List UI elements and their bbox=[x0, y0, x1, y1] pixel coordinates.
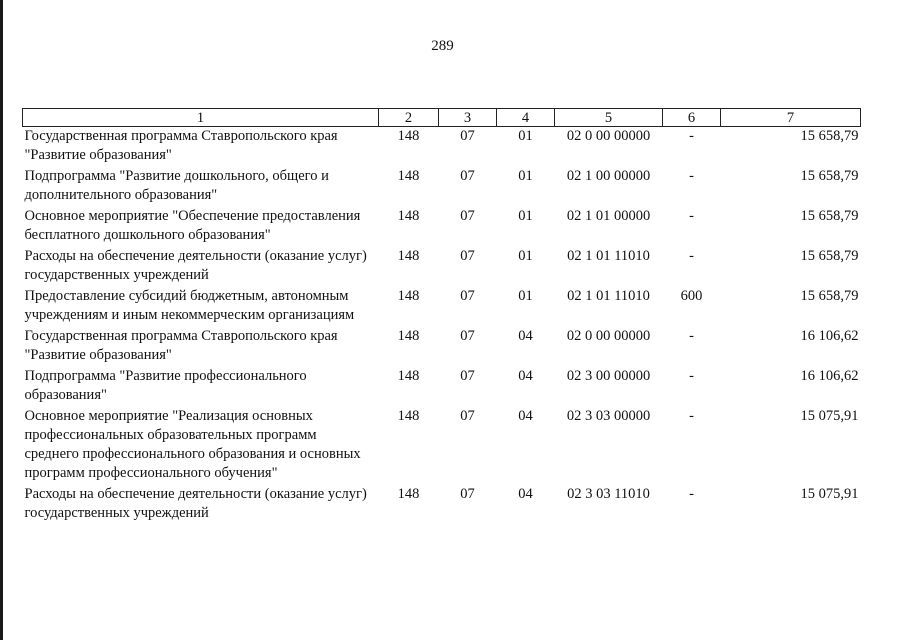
table-row bbox=[23, 127, 861, 168]
row-name: Предоставление субсидий бюджетным, автономным учреждениям и иным некоммерческим организациям bbox=[24, 288, 355, 323]
row-ministry-code: 148 bbox=[397, 486, 420, 502]
row-expense-type: - bbox=[689, 248, 694, 264]
row-section: 07 bbox=[460, 168, 475, 184]
table-row bbox=[23, 167, 861, 207]
row-section: 07 bbox=[460, 368, 475, 384]
header-col-1: 1 bbox=[23, 109, 379, 127]
row-section: 07 bbox=[460, 328, 475, 344]
page-edge-rule bbox=[0, 0, 3, 640]
row-amount: 15 658,79 bbox=[800, 288, 859, 304]
row-expense-type: - bbox=[689, 128, 694, 144]
table-row bbox=[23, 327, 861, 367]
row-ministry-code: 148 bbox=[397, 128, 420, 144]
row-expense-type: - bbox=[689, 208, 694, 224]
budget-table bbox=[22, 108, 861, 525]
table-row bbox=[23, 367, 861, 407]
row-expense-type: - bbox=[689, 328, 694, 344]
header-row bbox=[23, 109, 861, 127]
row-subsection: 01 bbox=[518, 288, 533, 304]
header-col-4: 4 bbox=[497, 109, 555, 127]
row-name: Подпрограмма "Развитие дошкольного, общего и дополнительного образования" bbox=[24, 168, 329, 203]
row-section: 07 bbox=[460, 486, 475, 502]
header-col-7: 7 bbox=[721, 109, 861, 127]
row-ministry-code: 148 bbox=[397, 168, 420, 184]
row-target-article: 02 3 03 11010 bbox=[567, 486, 650, 502]
row-target-article: 02 1 00 00000 bbox=[566, 168, 651, 184]
header-col-3: 3 bbox=[439, 109, 497, 127]
row-ministry-code: 148 bbox=[397, 288, 420, 304]
row-target-article: 02 0 00 00000 bbox=[566, 328, 651, 344]
row-ministry-code: 148 bbox=[397, 368, 420, 384]
row-target-article: 02 3 00 00000 bbox=[566, 368, 651, 384]
row-subsection: 01 bbox=[518, 168, 533, 184]
row-subsection: 01 bbox=[518, 208, 533, 224]
row-subsection: 04 bbox=[518, 328, 533, 344]
row-expense-type: - bbox=[689, 486, 694, 502]
row-ministry-code: 148 bbox=[397, 248, 420, 264]
row-name: Государственная программа Ставропольского края "Развитие образования" bbox=[24, 328, 338, 363]
row-name: Основное мероприятие "Обеспечение предоставления бесплатного дошкольного образования" bbox=[24, 208, 361, 243]
table-row bbox=[23, 207, 861, 247]
row-target-article: 02 1 01 11010 bbox=[567, 288, 650, 304]
row-amount: 15 075,91 bbox=[800, 408, 859, 424]
row-name: Расходы на обеспечение деятельности (оказание услуг) государственных учреждений bbox=[24, 486, 367, 521]
row-section: 07 bbox=[460, 288, 475, 304]
row-section: 07 bbox=[460, 248, 475, 264]
row-target-article: 02 0 00 00000 bbox=[566, 128, 651, 144]
row-amount: 15 075,91 bbox=[800, 486, 859, 502]
row-section: 07 bbox=[460, 408, 475, 424]
row-name: Подпрограмма "Развитие профессионального образования" bbox=[24, 368, 307, 403]
row-ministry-code: 148 bbox=[397, 328, 420, 344]
row-target-article: 02 1 01 00000 bbox=[566, 208, 651, 224]
row-target-article: 02 3 03 00000 bbox=[566, 408, 651, 424]
row-amount: 15 658,79 bbox=[800, 208, 859, 224]
row-name: Государственная программа Ставропольского края "Развитие образования" bbox=[24, 128, 338, 163]
row-section: 07 bbox=[460, 208, 475, 224]
row-amount: 16 106,62 bbox=[800, 368, 859, 384]
row-target-article: 02 1 01 11010 bbox=[567, 248, 650, 264]
row-section: 07 bbox=[460, 128, 475, 144]
table-row bbox=[23, 247, 861, 287]
row-amount: 16 106,62 bbox=[800, 328, 859, 344]
row-name: Расходы на обеспечение деятельности (оказание услуг) государственных учреждений bbox=[24, 248, 367, 283]
table-row bbox=[23, 287, 861, 327]
row-amount: 15 658,79 bbox=[800, 128, 859, 144]
row-expense-type: 600 bbox=[680, 288, 703, 304]
page-number: 289 bbox=[431, 38, 454, 54]
row-subsection: 01 bbox=[518, 248, 533, 264]
header-col-5: 5 bbox=[555, 109, 663, 127]
row-amount: 15 658,79 bbox=[800, 168, 859, 184]
header-col-2: 2 bbox=[379, 109, 439, 127]
row-subsection: 01 bbox=[518, 128, 533, 144]
row-expense-type: - bbox=[689, 408, 694, 424]
table-row bbox=[23, 485, 861, 525]
row-subsection: 04 bbox=[518, 486, 533, 502]
row-ministry-code: 148 bbox=[397, 408, 420, 424]
row-amount: 15 658,79 bbox=[800, 248, 859, 264]
row-subsection: 04 bbox=[518, 368, 533, 384]
row-ministry-code: 148 bbox=[397, 208, 420, 224]
row-name: Основное мероприятие "Реализация основных профессиональных образовательных программ среднего профессионального образования и основных программ профессионального обучения" bbox=[24, 408, 361, 481]
header-col-6: 6 bbox=[663, 109, 721, 127]
row-expense-type: - bbox=[689, 368, 694, 384]
row-subsection: 04 bbox=[518, 408, 533, 424]
row-expense-type: - bbox=[689, 168, 694, 184]
table-row bbox=[23, 407, 861, 485]
